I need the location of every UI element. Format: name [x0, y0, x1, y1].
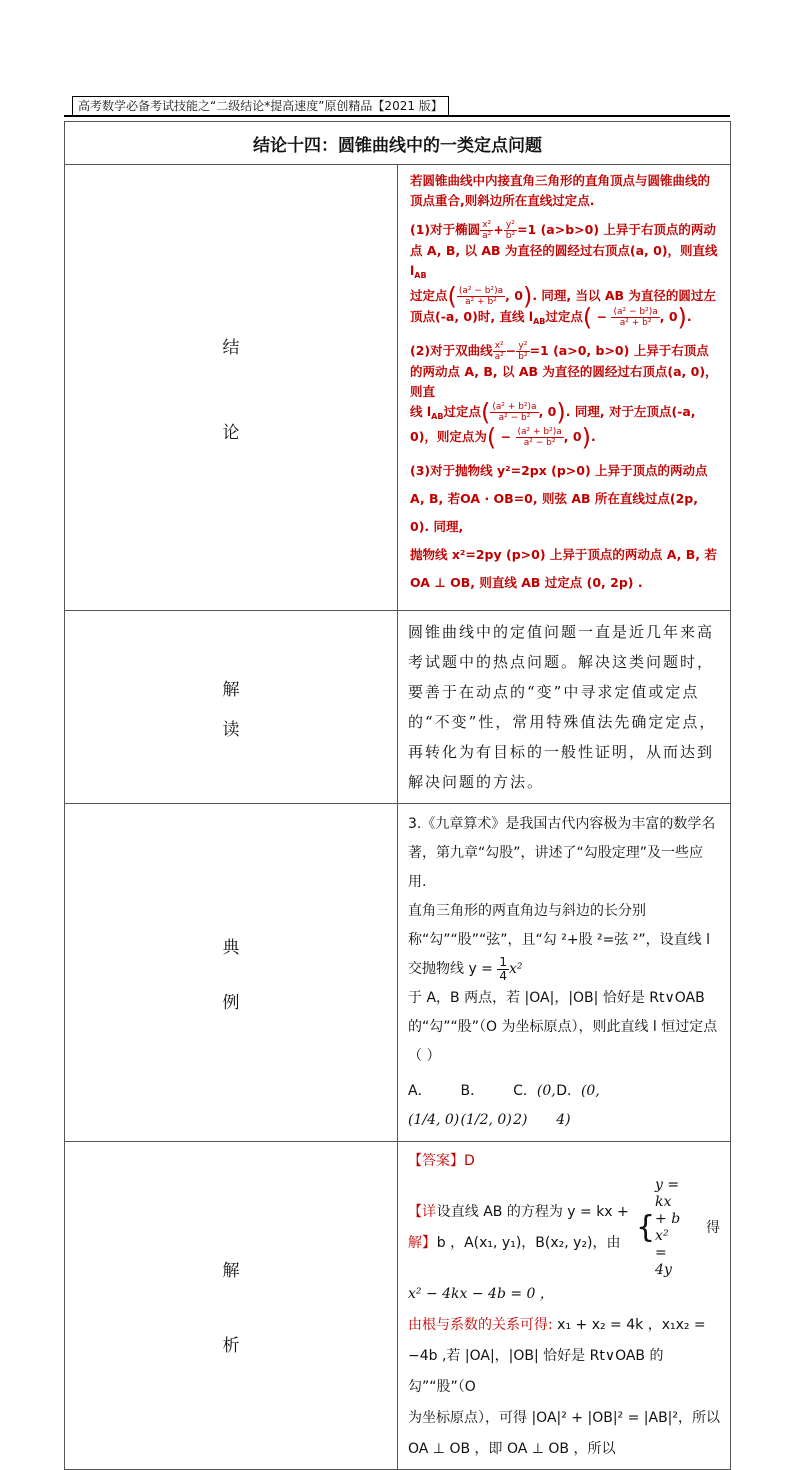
- detail-line: 【详解】 设直线 AB 的方程为 y = kx + b ，A(x₁, y₁)，B(x₂, y₂)，由 { y = kx + b x² = 4y 得: [408, 1177, 721, 1278]
- equation: x² − 4kx − 4b = 0 ，: [408, 1286, 554, 1302]
- label-solution: 解 析: [65, 1142, 398, 1470]
- answer-line: 【答案】D: [408, 1153, 475, 1169]
- conclusion-intro: 若圆锥曲线中内接直角三角形的直角顶点与圆锥曲线的顶点重合,则斜边所在直线过定点.: [410, 173, 711, 208]
- choice-b[interactable]: B．(1/2, 0): [460, 1083, 512, 1128]
- label-interpretation: 解 读: [65, 611, 398, 804]
- header-banner: 高考数学必备考试技能之“二级结论*提高速度”原创精品【2021 版】: [72, 96, 449, 115]
- example-line2: 直角三角形的两直角边与斜边的长分别称“勾”“股”“弦”，且“勾 ²+股 ²=弦 ²”，设直线 l 交抛物线 y = $\frac{1}{4}$ x²: [408, 903, 711, 983]
- label-example: 典 例: [65, 804, 398, 1142]
- solution-body: [398, 1142, 731, 1470]
- example-blank: （ ）: [408, 1048, 441, 1064]
- label-char: 论: [222, 422, 240, 443]
- interpretation-text: 圆锥曲线中的定值问题一直是近几年来高考试题中的热点问题。解决这类问题时，要善于在动点的“变”中寻求定值或定点的“不变”性，常用特殊值法先确定定点，再转化为有目标的一般性证明，从而达到解决问题的方法。: [398, 611, 731, 804]
- example-line3: 于 A，B 两点，若 |OA|，|OB| 恰好是 Rt∨OAB 的“勾”“股”（O 为坐标原点），则此直线 l 恒过定点: [408, 990, 718, 1035]
- conclusion-body: [398, 165, 731, 611]
- header-rule: [64, 115, 730, 117]
- vieta-line: 由根与系数的关系可得: x₁ + x₂ = 4k ，x₁x₂ = −4b ,若 |OA|，|OB| 恰好是 Rt∨OAB 的勾”“股”（O: [408, 1317, 706, 1395]
- conclusion-hyperbola: (2)对于双曲线 $\frac{\text{x²}}{\text{a²}}$ − $\frac{\text{y²}}{\text{b²}}$ =1 (a>0, b>0) 上异于右顶点的两动点 A, B, 以 AB 为直径的圆经过右顶点(a, 0)，则直 线 $l_{AB}$过定点( $\frac{\text{(a² + b²)a}}{\text{a² − b²}}$ , 0). 同理, 对于左顶点(-a, 0)，则定点为( − $\frac{\text{(a² + b²)a}}{\text{a² − b²}}$ , 0).: [410, 341, 718, 452]
- example-body: [398, 804, 731, 1142]
- choice-c[interactable]: C．(0, 2): [513, 1083, 556, 1128]
- last-line: 为坐标原点），可得 |OA|² + |OB|² = |AB|²，所以 OA ⊥ OB ，即 OA ⊥ OB ，所以: [408, 1410, 721, 1457]
- conclusion-ellipse: (1)对于椭圆 $\frac{\text{x²}}{\text{a²}}$ + $\frac{\text{y²}}{\text{b²}}$ =1 (a>b>0) 上异于右顶点的两动点 A, B, 以 AB 为直径的圆经过右顶点(a, 0)，则直线 $l_{AB}$ 过定点( $\frac{\text{(a² − b²)a}}{\text{a² + b²}}$ , 0). 同理, 当以 AB 为直径的圆过左顶点(-a, 0)时, 直线 $l_{AB}$过定点( − $\frac{\text{(a² − b²)a}}{\text{a² + b²}}$ , 0).: [410, 220, 718, 332]
- choice-d[interactable]: D．(0, 4): [556, 1083, 600, 1128]
- conclusion-table: [64, 121, 731, 1470]
- label-char: 结: [222, 337, 240, 358]
- choices: [408, 1077, 720, 1135]
- label-conclusion: [65, 165, 398, 611]
- choice-a[interactable]: A．(1/4, 0): [408, 1083, 460, 1128]
- page-title: 结论十四：圆锥曲线中的一类定点问题: [65, 122, 731, 165]
- conclusion-parabola: (3)对于抛物线 y²=2px (p>0) 上异于顶点的两动点 A, B, 若OA · OB=0, 则弦 AB 所在直线过点(2p, 0). 同理, 抛物线 x²=2py (p>0) 上异于顶点的两动点 A, B, 若OA ⊥ OB, 则直线 AB 过定点 (0, 2p) .: [410, 463, 717, 590]
- example-line1: 3.《九章算术》是我国古代内容极为丰富的数学名著，第九章“勾股”，讲述了“勾股定理”及一些应用.: [408, 816, 716, 890]
